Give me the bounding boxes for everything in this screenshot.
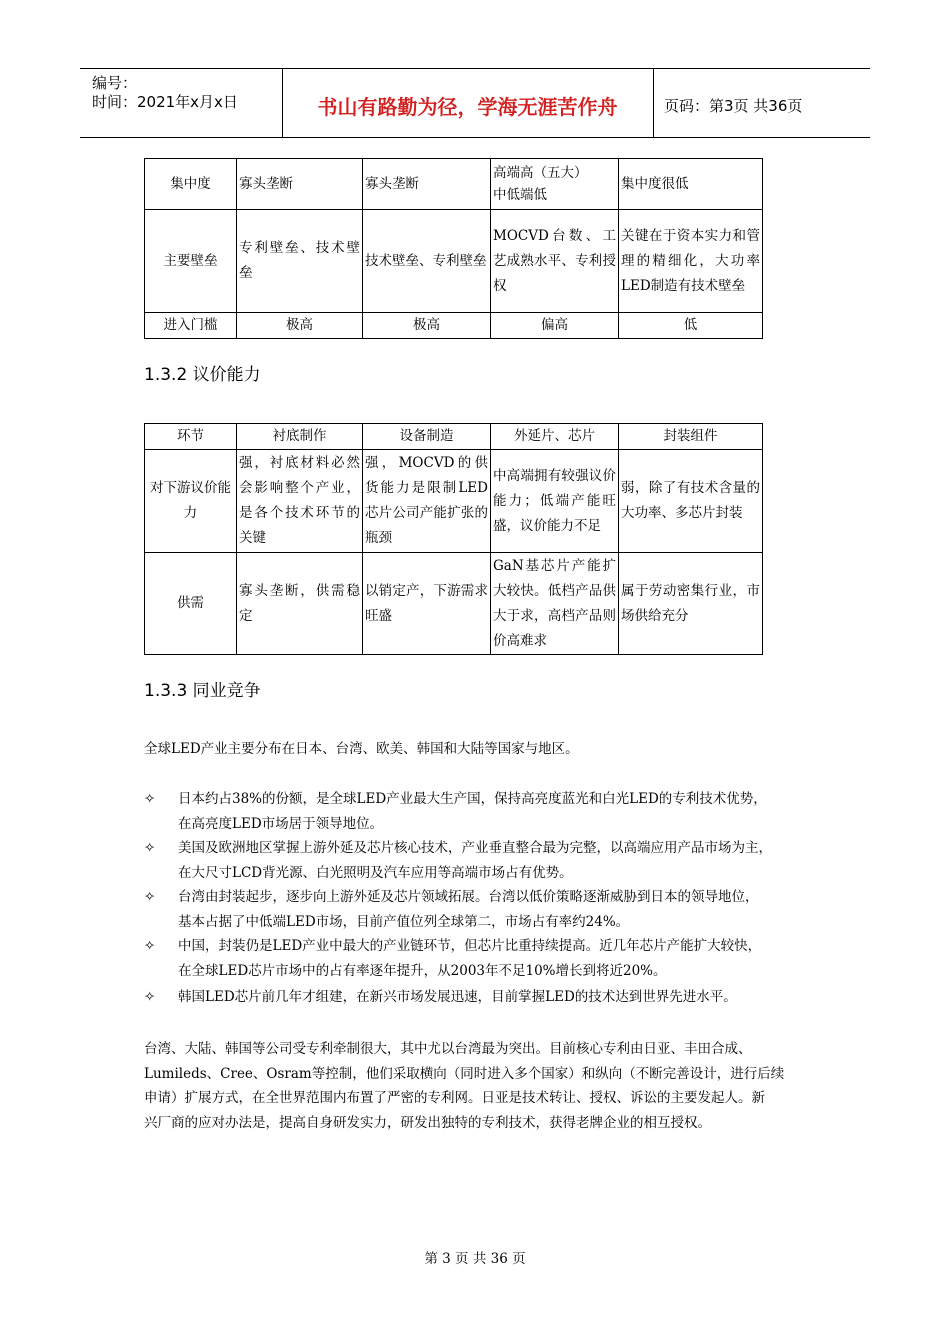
row-label: 供需 — [145, 553, 237, 655]
row-label: 主要壁垒 — [145, 210, 237, 313]
paragraph-line: 台湾、大陆、韩国等公司受专利牵制很大，其中尤以台湾最为突出。目前核心专利由日亚、丰田合成、 — [144, 1041, 752, 1057]
bullet-icon: ✧ — [144, 938, 156, 954]
bullet-line: 在全球LED芯片市场中的占有率逐年提升，从2003年不足10%增长到将近20%。 — [178, 962, 667, 979]
page-footer: 第 3 页 共 36 页 — [424, 1251, 526, 1267]
bargaining-table — [144, 423, 763, 655]
table-cell: 关键在于资本实力和管理的精细化，大功率LED制造有技术壁垒 — [619, 210, 763, 313]
row-label: 对下游议价能力 — [145, 450, 237, 553]
table-cell: 属于劳动密集行业，市场供给充分 — [619, 553, 763, 655]
table-row — [145, 553, 763, 655]
table-cell: 中高端拥有较强议价能力；低端产能旺盛，议价能力不足 — [491, 450, 619, 553]
table-cell: 强，MOCVD的供货能力是限制LED芯片公司产能扩张的瓶颈 — [363, 450, 491, 553]
paragraph-line: 申请）扩展方式，在全世界范围内布置了严密的专利网。日亚是技术转让、授权、诉讼的主要发起人。新 — [144, 1090, 765, 1106]
table-cell: 集中度很低 — [619, 159, 763, 210]
column-header: 外延片、芯片 — [491, 424, 619, 450]
table-cell: 技术壁垒、专利壁垒 — [363, 210, 491, 313]
paragraph-line: 兴厂商的应对办法是，提高自身研发实力，研发出独特的专利技术，获得老牌企业的相互授权。 — [144, 1114, 711, 1131]
page-header — [80, 68, 870, 138]
barrier-table — [144, 158, 763, 339]
table-cell: 弱，除了有技术含量的大功率、多芯片封装 — [619, 450, 763, 553]
table-cell: 寡头垄断，供需稳定 — [237, 553, 363, 655]
doc-time-label: 时间：2021年x月x日 — [92, 93, 238, 111]
column-header: 衬底制作 — [237, 424, 363, 450]
table-header-row — [145, 424, 763, 450]
doc-number-label: 编号： — [92, 74, 138, 92]
bullet-line: 基本占据了中低端LED市场，目前产值位列全球第二，市场占有率约24%。 — [178, 913, 630, 930]
table-cell: GaN基芯片产能扩大较快。低档产品供大于求，高档产品则价高难求 — [491, 553, 619, 655]
column-header: 环节 — [145, 424, 237, 450]
table-cell: 极高 — [363, 313, 491, 339]
column-header: 封装组件 — [619, 424, 763, 450]
bullet-icon: ✧ — [144, 889, 156, 905]
table-cell: 低 — [619, 313, 763, 339]
bullet-icon: ✧ — [144, 791, 156, 807]
table-row — [145, 159, 763, 210]
intro-paragraph: 全球LED产业主要分布在日本、台湾、欧美、韩国和大陆等国家与地区。 — [144, 741, 579, 757]
column-header: 设备制造 — [363, 424, 491, 450]
row-label: 进入门槛 — [145, 313, 237, 339]
closing-paragraph — [144, 1037, 784, 1135]
section-heading-bargaining: 1.3.2 议价能力 — [144, 365, 261, 385]
bullet-line: 台湾由封装起步，逐步向上游外延及芯片领域拓展。台湾以低价策略逐渐威胁到日本的领导地位， — [178, 889, 759, 905]
bullet-line: 美国及欧洲地区掌握上游外延及芯片核心技术，产业垂直整合最为完整，以高端应用产品市场为主， — [178, 840, 772, 856]
table-cell: 寡头垄断 — [237, 159, 363, 210]
section-heading-competition: 1.3.3 同业竞争 — [144, 681, 261, 701]
header-motto: 书山有路勤为径，学海无涯苦作舟 — [282, 69, 654, 137]
bullet-icon: ✧ — [144, 989, 156, 1005]
bullet-line: 在高亮度LED市场居于领导地位。 — [178, 815, 384, 832]
table-cell: 高端高（五大） 中低端低 — [491, 159, 619, 210]
table-row — [145, 210, 763, 313]
header-page-number: 页码：第3页 共36页 — [664, 96, 803, 115]
bullet-line: 韩国LED芯片前几年才组建，在新兴市场发展迅速，目前掌握LED的技术达到世界先进水平。 — [178, 989, 737, 1005]
paragraph-line: Lumileds、Cree、Osram等控制，他们采取横向（同时进入多个国家）和纵向（不断完善设计，进行后续 — [144, 1065, 785, 1082]
table-cell: 专利壁垒、技术壁垒 — [237, 210, 363, 313]
table-cell: 偏高 — [491, 313, 619, 339]
bullet-icon: ✧ — [144, 840, 156, 856]
bullet-line: 日本约占38%的份额，是全球LED产业最大生产国，保持高亮度蓝光和白光LED的专利技术优势， — [178, 791, 767, 807]
table-cell: MOCVD台数、工艺成熟水平、专利授权 — [491, 210, 619, 313]
table-cell: 寡头垄断 — [363, 159, 491, 210]
table-row — [145, 450, 763, 553]
bullet-line: 中国，封装仍是LED产业中最大的产业链环节，但芯片比重持续提高。近几年芯片产能扩大较快， — [178, 938, 762, 954]
table-cell: 以销定产，下游需求旺盛 — [363, 553, 491, 655]
table-row — [145, 313, 763, 339]
table-cell: 极高 — [237, 313, 363, 339]
table-cell: 强，衬底材料必然会影响整个产业，是各个技术环节的关键 — [237, 450, 363, 553]
row-label: 集中度 — [145, 159, 237, 210]
bullet-line: 在大尺寸LCD背光源、白光照明及汽车应用等高端市场占有优势。 — [178, 864, 573, 881]
header-info-cell — [80, 69, 283, 137]
